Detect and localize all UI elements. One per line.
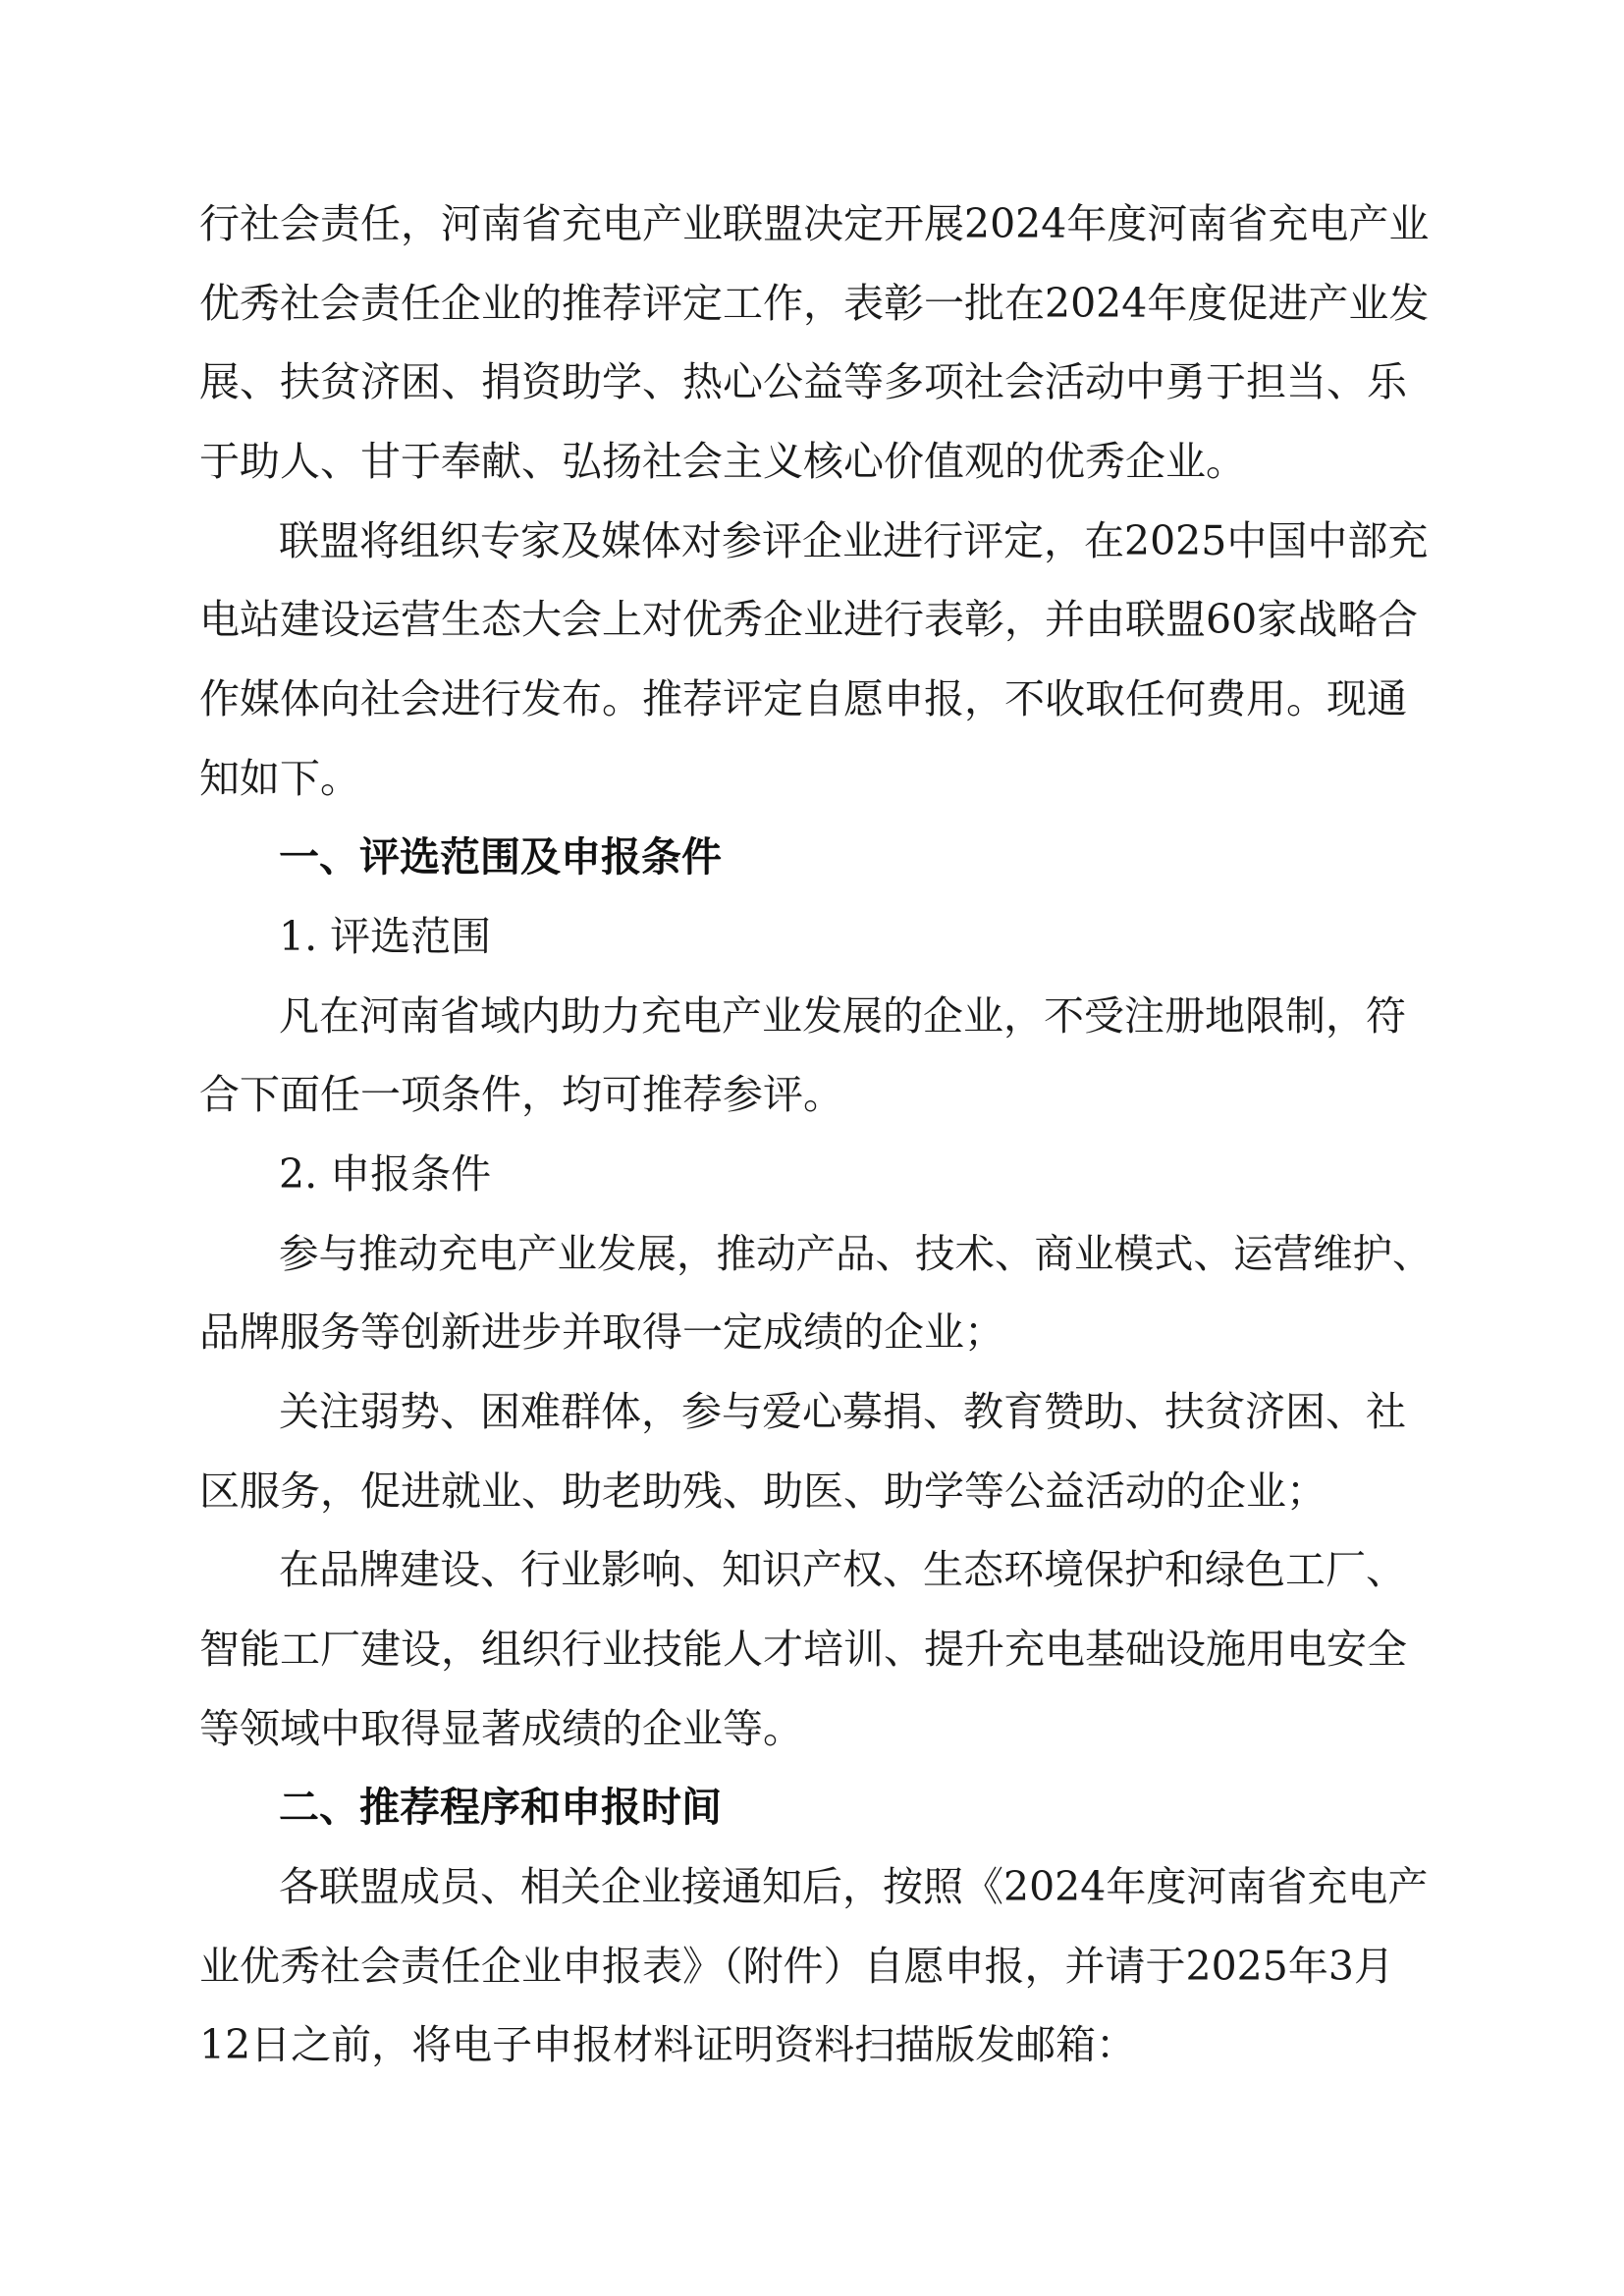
subsection-heading: 1. 评选范围	[279, 913, 492, 960]
text-line: 关注弱势、困难群体，参与爱心募捐、教育赞助、扶贫济困、社	[279, 1388, 1406, 1435]
text-line: 业优秀社会责任企业申报表》（附件）自愿申报，并请于2025年3月	[199, 1943, 1394, 1990]
text-line: 电站建设运营生态大会上对优秀企业进行表彰，并由联盟60家战略合	[199, 596, 1419, 643]
text-line: 优秀社会责任企业的推荐评定工作，表彰一批在2024年度促进产业发	[199, 280, 1430, 327]
text-line: 展、扶贫济困、捐资助学、热心公益等多项社会活动中勇于担当、乐	[199, 358, 1407, 405]
text-line: 联盟将组织专家及媒体对参评企业进行评定，在2025中国中部充	[279, 517, 1429, 564]
text-line: 智能工厂建设，组织行业技能人才培训、提升充电基础设施用电安全	[199, 1626, 1407, 1673]
text-line: 品牌服务等创新进步并取得一定成绩的企业；	[199, 1308, 1004, 1356]
text-line: 作媒体向社会进行发布。推荐评定自愿申报，不收取任何费用。现通	[199, 675, 1407, 722]
text-line: 在品牌建设、行业影响、知识产权、生态环境保护和绿色工厂、	[279, 1546, 1406, 1593]
text-line: 参与推动充电产业发展，推动产品、技术、商业模式、运营维护、	[279, 1230, 1433, 1277]
text-line: 知如下。	[199, 755, 360, 802]
text-line: 凡在河南省域内助力充电产业发展的企业，不受注册地限制，符	[279, 992, 1406, 1040]
text-line: 合下面任一项条件，均可推荐参评。	[199, 1071, 843, 1118]
text-line: 等领域中取得显著成绩的企业等。	[199, 1705, 803, 1752]
text-line: 12日之前，将电子申报材料证明资料扫描版发邮箱：	[199, 2021, 1137, 2068]
text-line: 各联盟成员、相关企业接通知后，按照《2024年度河南省充电产	[279, 1863, 1429, 1910]
section-heading: 一、评选范围及申报条件	[279, 833, 722, 881]
subsection-heading: 2. 申报条件	[279, 1150, 492, 1198]
text-line: 行社会责任，河南省充电产业联盟决定开展2024年度河南省充电产业	[199, 200, 1430, 247]
section-heading: 二、推荐程序和申报时间	[279, 1784, 722, 1831]
text-line: 于助人、甘于奉献、弘扬社会主义核心价值观的优秀企业。	[199, 438, 1246, 485]
text-line: 区服务，促进就业、助老助残、助医、助学等公益活动的企业；	[199, 1468, 1326, 1515]
